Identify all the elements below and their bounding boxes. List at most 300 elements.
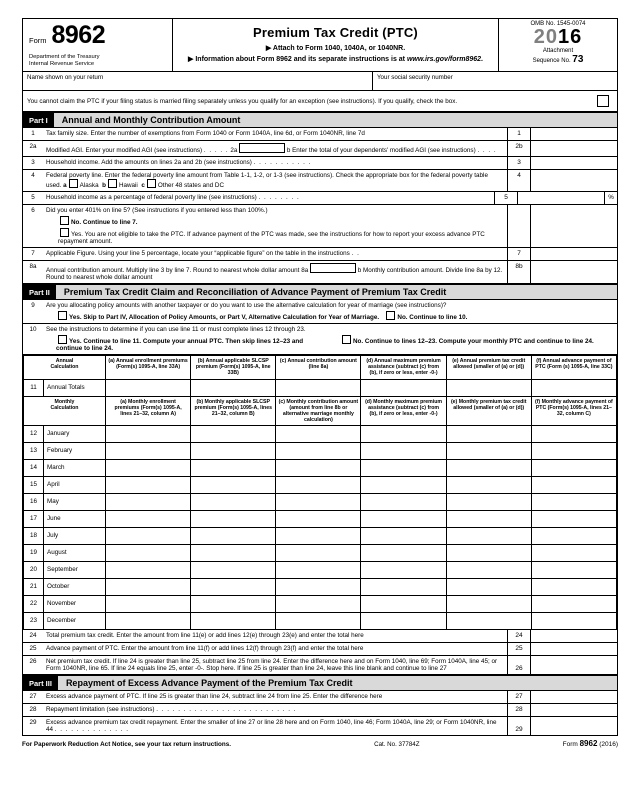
footer-form-id <box>563 739 618 748</box>
month-20-b[interactable] <box>191 562 276 579</box>
annual-col-b: (b) Annual applicable SLCSP premium (Form(s) 1095-A, line 33B) <box>191 356 276 380</box>
month-23-a[interactable] <box>106 613 191 630</box>
month-17-number: 17 <box>24 511 44 528</box>
line-29-amount[interactable] <box>530 717 617 735</box>
line-9-no-label: No. Continue to line 10. <box>397 314 468 321</box>
line-4-text <box>43 170 507 191</box>
month-22-b[interactable] <box>191 596 276 613</box>
line-6 <box>23 205 617 248</box>
line-2a-subref: 2a <box>230 147 238 154</box>
month-12-a[interactable] <box>106 426 191 443</box>
line-28-ref: 28 <box>507 704 530 716</box>
line-3 <box>23 157 617 170</box>
month-19-c[interactable] <box>276 545 361 562</box>
header-middle <box>173 19 499 71</box>
line-4-opt-c-label: Other 48 states and DC <box>157 182 225 189</box>
line-24-text: Total premium tax credit. Enter the amount from line 11(e) or add lines 12(e) through 23(e) and enter the total here <box>46 632 364 640</box>
annual-totals-row <box>24 379 617 396</box>
month-20-number: 20 <box>24 562 44 579</box>
line-25-number: 25 <box>29 645 37 653</box>
line-10-no-checkbox[interactable] <box>342 335 351 344</box>
month-15-f[interactable] <box>531 477 616 494</box>
monthly-col-d: (d) Monthly maximum premium assistance (subtract (c) from (b), if zero or less, enter -0-) <box>361 396 446 426</box>
month-15-a[interactable] <box>106 477 191 494</box>
line-9-yes-label: Yes. Skip to Part IV, Allocation of Policy Amounts, or Part V, Alternative Calculation for Year of Marriage. <box>69 314 380 321</box>
line-9-yes-checkbox[interactable] <box>58 311 67 320</box>
part2-title: Premium Tax Credit Claim and Reconciliation of Advance Payment of Premium Tax Credit <box>63 287 447 297</box>
annual-header-row <box>24 356 617 380</box>
line-27-amount[interactable] <box>530 691 617 703</box>
month-18-label: July <box>44 528 106 545</box>
part1-bar <box>23 112 617 128</box>
month-22-label: November <box>44 596 106 613</box>
line-28-label: Repayment limitation (see instructions) <box>46 706 155 714</box>
line-29-dots: . . . . . . . . . . . . . . <box>54 726 130 734</box>
line-2a-text <box>43 141 507 156</box>
month-14-label: March <box>44 460 106 477</box>
month-21-number: 21 <box>24 579 44 596</box>
monthly-header-row <box>24 396 617 426</box>
line-1-ref: 1 <box>507 128 530 140</box>
month-17-a[interactable] <box>106 511 191 528</box>
part3-title: Repayment of Excess Advance Payment of the Premium Tax Credit <box>65 678 353 689</box>
info-instruction <box>177 55 494 63</box>
line-6-yes-option[interactable] <box>46 228 504 245</box>
line-4-amount[interactable] <box>530 170 617 191</box>
line-4-opt-b: b <box>102 182 106 189</box>
line-27 <box>23 691 617 704</box>
part1-title: Annual and Monthly Contribution Amount <box>61 115 241 125</box>
note-text: You cannot claim the PTC if your filing status is married filing separately unless you qualify for an exception (see instructions). If you qualify, check the box. <box>27 97 458 105</box>
line-1 <box>23 128 617 141</box>
form-sheet <box>22 18 618 736</box>
line-9-no-checkbox[interactable] <box>386 311 395 320</box>
line-8a-number: 8a <box>29 263 37 270</box>
month-13-b[interactable] <box>191 443 276 460</box>
line-2b-dots: . . . . <box>477 147 497 154</box>
month-16-a[interactable] <box>106 494 191 511</box>
tax-year <box>503 27 613 48</box>
line-10-yes-label: Yes. Continue to line 11. Compute your annual PTC. Then skip lines 12–23 and continue to line 24. <box>56 338 304 352</box>
footer-form-year: (2016) <box>599 741 618 749</box>
line-6-text <box>43 205 507 247</box>
form-footer <box>22 736 618 748</box>
line-11-a[interactable] <box>106 379 191 396</box>
month-20-d[interactable] <box>361 562 446 579</box>
line-25-amount[interactable] <box>530 643 617 655</box>
line-29-text <box>43 717 507 735</box>
header-left <box>23 19 173 71</box>
month-20-f[interactable] <box>531 562 616 579</box>
month-19-e[interactable] <box>446 545 531 562</box>
attach-instruction: ▶ Attach to Form 1040, 1040A, or 1040NR. <box>265 45 406 52</box>
month-17-e[interactable] <box>446 511 531 528</box>
line-10-yes-checkbox[interactable] <box>58 335 67 344</box>
line-11-f[interactable] <box>531 379 616 396</box>
month-21-label: October <box>44 579 106 596</box>
calculation-table <box>23 355 617 630</box>
month-12-b[interactable] <box>191 426 276 443</box>
month-21-c[interactable] <box>276 579 361 596</box>
line-9-options <box>46 311 614 321</box>
monthly-col-c: (c) Monthly contribution amount (amount from line 8b or alternative marriage monthly calculation) <box>276 396 361 426</box>
month-17-label: June <box>44 511 106 528</box>
line-29-ref: 29 <box>507 717 530 735</box>
line-6-yes-checkbox[interactable] <box>60 228 69 237</box>
line-11-number: 11 <box>24 379 44 396</box>
form-word: Form <box>29 36 47 45</box>
line-3-label: Household income. Add the amounts on lines 2a and 2b (see instructions) <box>46 159 252 166</box>
month-23-number: 23 <box>24 613 44 630</box>
line-2b-text: b Enter the total of your dependents' modified AGI (see instructions) <box>286 147 476 154</box>
month-18-e[interactable] <box>446 528 531 545</box>
month-23-b[interactable] <box>191 613 276 630</box>
month-13-d[interactable] <box>361 443 446 460</box>
ssn-label: Your social security number <box>377 74 453 81</box>
month-14-number: 14 <box>24 460 44 477</box>
line-8b-amount[interactable] <box>530 261 617 283</box>
line-4-ref: 4 <box>507 170 530 191</box>
line-6-no-label: No. Continue to line 7. <box>71 219 138 226</box>
line-5-ref: 5 <box>494 192 517 204</box>
monthly-col-a: (a) Monthly enrollment premiums (Form(s) 1095-A, lines 21–32, column A) <box>106 396 191 426</box>
line-26 <box>23 656 617 675</box>
table-row <box>24 613 617 630</box>
line-5-number: 5 <box>31 194 35 201</box>
annual-col-e: (e) Annual premium tax credit allowed (smaller of (a) or (d)) <box>446 356 531 380</box>
line-7-ref: 7 <box>507 248 530 260</box>
month-13-number: 13 <box>24 443 44 460</box>
line-25-text: Advance payment of PTC. Enter the amount from line 11(f) or add lines 12(f) through 23(f) and enter the total here <box>46 645 364 653</box>
month-21-a[interactable] <box>106 579 191 596</box>
month-15-c[interactable] <box>276 477 361 494</box>
line-26-text: Net premium tax credit. If line 24 is greater than line 25, subtract line 25 from line 24. Enter the difference here and on Form 1040, line 69; Form 1040A, line 45; or Form 1040NR, line 65. If line 24 equals line 25, enter -0-. Stop here. If line 25 is greater than line 24, leave this line blank and continue to line 27 <box>46 658 498 673</box>
line-3-amount[interactable] <box>530 157 617 169</box>
footer-form-number: 8962 <box>579 739 598 749</box>
line-11-c[interactable] <box>276 379 361 396</box>
part2-label: Part II <box>23 285 56 299</box>
annual-col-f: (f) Annual advance payment of PTC (Form (s) 1095-A, line 33C) <box>531 356 616 380</box>
line-4 <box>23 170 617 192</box>
name-label: Name shown on your return <box>27 74 104 81</box>
line-3-ref: 3 <box>507 157 530 169</box>
line-5 <box>23 192 617 205</box>
month-18-number: 18 <box>24 528 44 545</box>
monthly-calculation-header: Monthly Calculation <box>24 396 106 426</box>
sequence-label: Sequence No. <box>532 57 571 64</box>
line-2b-ref: 2b <box>507 141 530 156</box>
line-4-opt-b-label: Hawaii <box>118 182 138 189</box>
line-8a-text <box>43 261 507 283</box>
month-19-a[interactable] <box>106 545 191 562</box>
line-25 <box>23 643 617 656</box>
line-28-number: 28 <box>29 706 37 714</box>
line-8a <box>23 261 617 284</box>
sequence-number: 73 <box>572 53 584 65</box>
month-20-c[interactable] <box>276 562 361 579</box>
month-16-c[interactable] <box>276 494 361 511</box>
attachment-label: Attachment <box>542 48 574 54</box>
line-10-no-option[interactable] <box>330 335 614 352</box>
table-row <box>24 494 617 511</box>
line-4-opt-a-label: Alaska <box>79 182 99 189</box>
line-10-body <box>43 324 617 354</box>
line-28 <box>23 704 617 717</box>
line-9-question: Are you allocating policy amounts with another taxpayer or do you want to use the alternative calculation for year of marriage (see instructions)? <box>46 302 447 309</box>
name-ssn-row <box>23 72 617 91</box>
line-6-ref <box>507 205 530 247</box>
month-17-f[interactable] <box>531 511 616 528</box>
table-row <box>24 511 617 528</box>
annual-calculation-header: Annual Calculation <box>24 356 106 380</box>
month-12-d[interactable] <box>361 426 446 443</box>
line-3-dots: . . . . . . . . . . . <box>253 159 312 166</box>
line-3-text <box>43 157 507 169</box>
table-row <box>24 545 617 562</box>
line-26-ref: 26 <box>507 656 530 674</box>
month-21-e[interactable] <box>446 579 531 596</box>
month-22-c[interactable] <box>276 596 361 613</box>
month-18-c[interactable] <box>276 528 361 545</box>
line-9-body <box>43 300 617 323</box>
month-19-f[interactable] <box>531 545 616 562</box>
line-10 <box>23 324 617 355</box>
month-13-label: February <box>44 443 106 460</box>
month-12-number: 12 <box>24 426 44 443</box>
month-23-c[interactable] <box>276 613 361 630</box>
line-24-number: 24 <box>29 632 37 640</box>
line-11-label: Annual Totals <box>44 379 106 396</box>
part3-bar <box>23 675 617 691</box>
annual-col-a: (a) Annual enrollment premiums (Form(s) 1095-A, line 33A) <box>106 356 191 380</box>
line-28-amount[interactable] <box>530 704 617 716</box>
line-10-yes-option[interactable] <box>46 335 330 352</box>
month-22-number: 22 <box>24 596 44 613</box>
line-6-yes-label: Yes. You are not eligible to take the PTC. If advance payment of the PTC was made, see the instructions for how to report your excess advance PTC repayment amount. <box>58 231 485 245</box>
footer-form-word: Form <box>562 741 578 749</box>
month-12-e[interactable] <box>446 426 531 443</box>
month-23-e[interactable] <box>446 613 531 630</box>
month-14-d[interactable] <box>361 460 446 477</box>
month-17-c[interactable] <box>276 511 361 528</box>
month-14-b[interactable] <box>191 460 276 477</box>
alaska-checkbox[interactable] <box>69 179 78 188</box>
line-9-number: 9 <box>31 302 35 309</box>
line-11-d[interactable] <box>361 379 446 396</box>
line-1-number: 1 <box>31 130 35 137</box>
line-7-text <box>43 248 507 260</box>
name-field[interactable] <box>23 72 373 90</box>
month-19-d[interactable] <box>361 545 446 562</box>
month-23-d[interactable] <box>361 613 446 630</box>
table-row <box>24 460 617 477</box>
month-18-b[interactable] <box>191 528 276 545</box>
info-suffix: . <box>481 56 483 63</box>
department-text: Department of the Treasury Internal Revenue Service <box>29 54 100 67</box>
line-26-amount[interactable] <box>530 656 617 674</box>
ssn-field[interactable] <box>373 72 617 90</box>
info-prefix: ▶ Information about Form 8962 and its separate instructions is at <box>188 56 407 63</box>
line-10-no-label: No. Continue to lines 12–23. Compute your monthly PTC and continue to line 24. <box>353 338 594 345</box>
month-18-a[interactable] <box>106 528 191 545</box>
line-28-dots: . . . . . . . . . . . . . . . . . . . . . . . . . . <box>156 706 297 714</box>
hawaii-checkbox[interactable] <box>108 179 117 188</box>
line-29-label: Excess advance premium tax credit repayment. Enter the smaller of line 27 or line 28 here and on Form 1040, line 46; Form 1040A, line 29; or Form 1040NR, line 44 <box>46 719 497 734</box>
monthly-col-e: (e) Monthly premium tax credit allowed (smaller of (a) or (d)) <box>446 396 531 426</box>
line-6-no-checkbox[interactable] <box>60 216 69 225</box>
month-19-number: 19 <box>24 545 44 562</box>
month-12-c[interactable] <box>276 426 361 443</box>
line-10-question: See the instructions to determine if you can use line 11 or must complete lines 12 through 23. <box>46 326 306 333</box>
form-number: 8962 <box>51 21 106 49</box>
month-16-e[interactable] <box>446 494 531 511</box>
line-5-label: Household income as a percentage of federal poverty line (see instructions) <box>46 194 257 201</box>
line-1-text: Tax family size. Enter the number of exemptions from Form 1040 or Form 1040A, line 6d, or Form 1040NR, line 7d <box>46 130 365 137</box>
line-24-amount[interactable] <box>530 630 617 642</box>
month-16-f[interactable] <box>531 494 616 511</box>
line-25-ref: 25 <box>507 643 530 655</box>
line-8b-ref: 8b <box>507 261 530 283</box>
line-10-number: 10 <box>29 326 37 333</box>
table-row <box>24 477 617 494</box>
line-28-text <box>43 704 507 716</box>
table-row <box>24 528 617 545</box>
line-2b-amount[interactable] <box>530 141 617 156</box>
month-13-a[interactable] <box>106 443 191 460</box>
month-15-label: April <box>44 477 106 494</box>
line-2a-number: 2a <box>29 143 37 150</box>
annual-col-c: (c) Annual contribution amount (line 8a) <box>276 356 361 380</box>
line-29 <box>23 717 617 736</box>
line-24-ref: 24 <box>507 630 530 642</box>
form-identifier <box>29 23 166 48</box>
line-7-label: Applicable Figure. Using your line 5 percentage, locate your “applicable figure” on the table in the instructions <box>46 250 350 257</box>
filing-status-note <box>23 91 617 112</box>
omb-number: OMB No. 1545-0074 <box>530 21 586 27</box>
month-21-b[interactable] <box>191 579 276 596</box>
other-states-checkbox[interactable] <box>147 179 156 188</box>
month-22-a[interactable] <box>106 596 191 613</box>
line-24 <box>23 630 617 643</box>
month-22-e[interactable] <box>446 596 531 613</box>
line-6-number: 6 <box>31 207 35 214</box>
table-row <box>24 562 617 579</box>
line-9 <box>23 300 617 324</box>
form-header <box>23 19 617 72</box>
line-5-amount[interactable] <box>517 192 604 204</box>
line-7-amount[interactable] <box>530 248 617 260</box>
line-11-b[interactable] <box>191 379 276 396</box>
month-19-b[interactable] <box>191 545 276 562</box>
line-27-text: Excess advance payment of PTC. If line 25 is greater than line 24, subtract line 24 from line 25. Enter the difference here <box>46 693 383 701</box>
qualify-checkbox[interactable] <box>597 95 609 107</box>
attachment-sequence <box>503 48 613 65</box>
month-17-d[interactable] <box>361 511 446 528</box>
part3-label: Part III <box>23 676 58 690</box>
month-13-c[interactable] <box>276 443 361 460</box>
month-17-b[interactable] <box>191 511 276 528</box>
line-3-number: 3 <box>31 159 35 166</box>
month-20-label: September <box>44 562 106 579</box>
month-12-label: January <box>44 426 106 443</box>
catalog-number: Cat. No. 37784Z <box>374 741 420 749</box>
line-6-amount <box>530 205 617 247</box>
line-5-percent-symbol: % <box>604 192 617 204</box>
line-10-options <box>46 335 614 352</box>
paperwork-notice: For Paperwork Reduction Act Notice, see your tax return instructions. <box>22 741 232 749</box>
line-26-number: 26 <box>29 658 37 666</box>
line-29-number: 29 <box>29 719 37 727</box>
line-1-amount[interactable] <box>530 128 617 140</box>
info-url: www.irs.gov/form8962 <box>406 56 482 63</box>
year-suffix: 16 <box>558 26 583 48</box>
month-15-number: 15 <box>24 477 44 494</box>
line-7 <box>23 248 617 261</box>
month-23-f[interactable] <box>531 613 616 630</box>
monthly-col-f: (f) Monthly advance payment of PTC (Form(s) 1095-A, lines 21–32, column C) <box>531 396 616 426</box>
month-13-e[interactable] <box>446 443 531 460</box>
month-21-f[interactable] <box>531 579 616 596</box>
month-21-d[interactable] <box>361 579 446 596</box>
line-4-number: 4 <box>31 172 35 179</box>
line-8b-text: b Monthly contribution amount. Divide line 8a by 12. Round to nearest whole dollar amount <box>46 267 503 281</box>
part2-bar <box>23 284 617 300</box>
line-8a-amount[interactable] <box>310 263 356 273</box>
line-2a-amount[interactable] <box>239 143 285 153</box>
table-row <box>24 596 617 613</box>
line-6-question: Did you enter 401% on line 5? (See instructions if you entered less than 100%.) <box>46 207 268 214</box>
line-7-dots: . . <box>351 250 360 257</box>
month-22-d[interactable] <box>361 596 446 613</box>
line-2a-label: Modified AGI. Enter your modified AGI (see instructions) <box>46 147 203 154</box>
line-27-ref: 27 <box>507 691 530 703</box>
line-7-number: 7 <box>31 250 35 257</box>
month-15-b[interactable] <box>191 477 276 494</box>
line-5-dots: . . . . . . . . <box>258 194 300 201</box>
header-right <box>499 19 617 71</box>
monthly-col-b: (b) Monthly applicable SLCSP premium (Form(s) 1095-A, lines 21–32, column B) <box>191 396 276 426</box>
month-16-label: May <box>44 494 106 511</box>
month-15-d[interactable] <box>361 477 446 494</box>
month-16-number: 16 <box>24 494 44 511</box>
month-14-a[interactable] <box>106 460 191 477</box>
month-16-b[interactable] <box>191 494 276 511</box>
line-27-number: 27 <box>29 693 37 701</box>
month-15-e[interactable] <box>446 477 531 494</box>
line-4-label: Federal poverty line. Enter the federal poverty line amount from Table 1-1, 1-2, or 1-3 (see instructions). Check the appropriate box for the federal poverty table used. <box>46 172 488 189</box>
table-row <box>24 579 617 596</box>
line-6-no-option[interactable] <box>46 216 504 226</box>
month-22-f[interactable] <box>531 596 616 613</box>
month-12-f[interactable] <box>531 426 616 443</box>
month-20-a[interactable] <box>106 562 191 579</box>
line-11-e[interactable] <box>446 379 531 396</box>
month-18-d[interactable] <box>361 528 446 545</box>
month-13-f[interactable] <box>531 443 616 460</box>
month-16-d[interactable] <box>361 494 446 511</box>
month-18-f[interactable] <box>531 528 616 545</box>
table-row <box>24 443 617 460</box>
annual-col-d: (d) Annual maximum premium assistance (subtract (c) from (b), if zero or less, enter -0-) <box>361 356 446 380</box>
month-20-e[interactable] <box>446 562 531 579</box>
line-4-opt-a: a <box>63 182 67 189</box>
part1-label: Part I <box>23 113 54 127</box>
month-14-f[interactable] <box>531 460 616 477</box>
page-title: Premium Tax Credit (PTC) <box>253 25 418 40</box>
month-14-c[interactable] <box>276 460 361 477</box>
line-5-text <box>43 192 494 204</box>
month-14-e[interactable] <box>446 460 531 477</box>
